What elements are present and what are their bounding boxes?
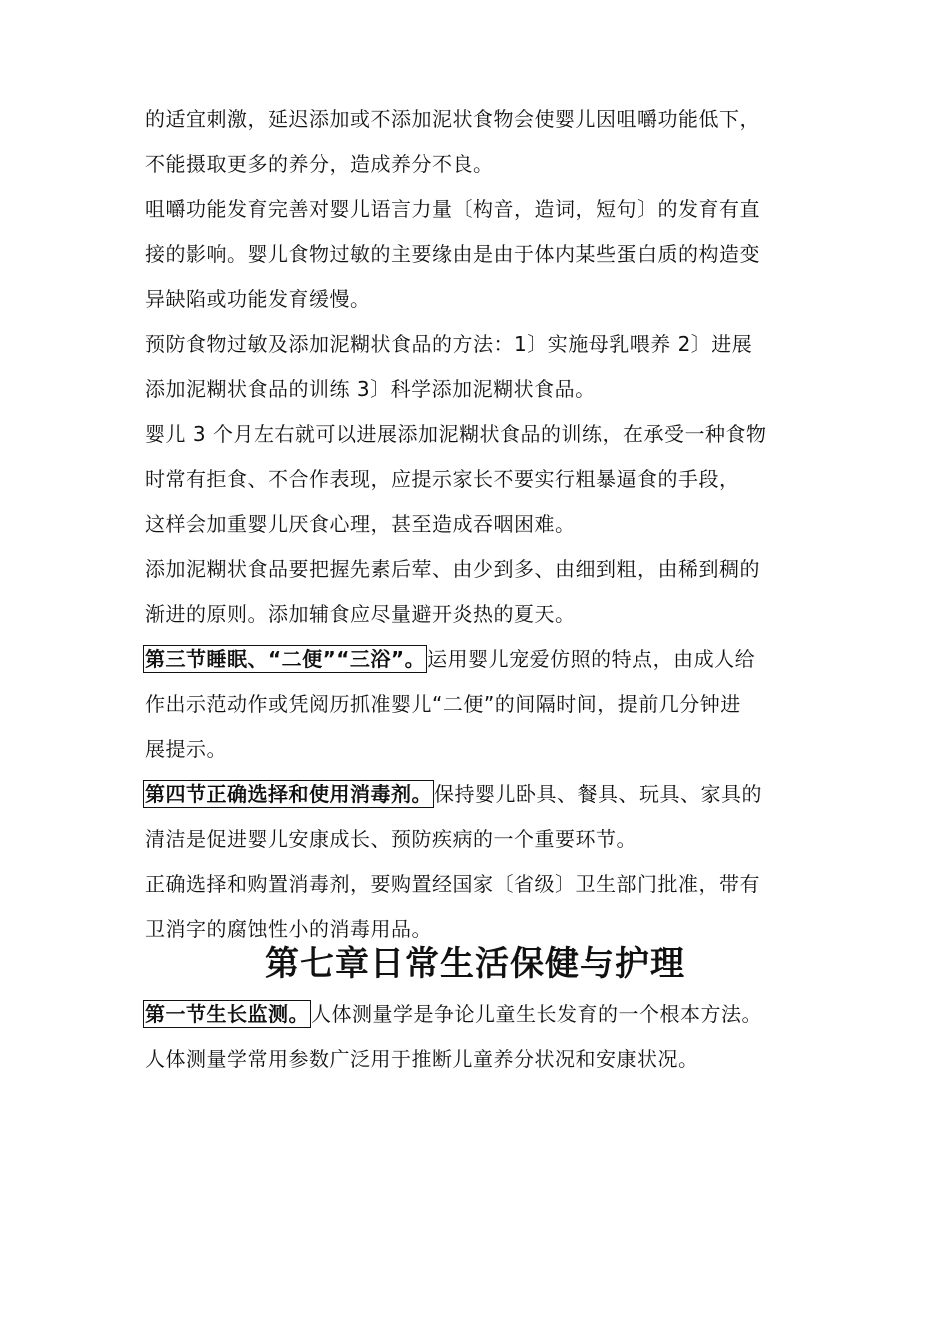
section-heading: 第四节正确选择和使用消毒剂。 <box>145 782 432 806</box>
text-line: 接的影响。婴儿食物过敏的主要缘由是由于体内某些蛋白质的构造变 <box>145 242 760 266</box>
text-line: 预防食物过敏及添加泥糊状食品的方法：1〕实施母乳喂养 2〕进展 <box>145 332 753 356</box>
text-line: 不能摄取更多的养分，造成养分不良。 <box>145 152 494 176</box>
text-line: 异缺陷或功能发育缓慢。 <box>145 287 371 311</box>
text-line: 人体测量学常用参数广泛用于推断儿童养分状况和安康状况。 <box>145 1047 699 1071</box>
text-line: 清洁是促进婴儿安康成长、预防疾病的一个重要环节。 <box>145 827 637 851</box>
text-line: 作出示范动作或凭阅历抓准婴儿“二便”的间隔时间，提前几分钟进 <box>145 692 741 716</box>
text-line-rest: 保持婴儿卧具、餐具、玩具、家具的 <box>434 782 762 806</box>
section-heading: 第一节生长监测。 <box>145 1002 309 1026</box>
section-heading: 第三节睡眠、“二便”“三浴”。 <box>145 647 426 671</box>
text-line <box>145 772 825 817</box>
chapter-title: 第七章日常生活保健与护理 <box>265 944 685 984</box>
text-line: 卫消字的腐蚀性小的消毒用品。 <box>145 917 432 941</box>
text-line: 渐进的原则。添加辅食应尽量避开炎热的夏天。 <box>145 602 576 626</box>
text-line: 添加泥糊状食品要把握先素后荤、由少到多、由细到粗，由稀到稠的 <box>145 557 760 581</box>
text-line: 咀嚼功能发育完善对婴儿语言力量〔构音，造词，短句〕的发育有直 <box>145 197 760 221</box>
text-line: 正确选择和购置消毒剂，要购置经国家〔省级〕卫生部门批准，带有 <box>145 872 760 896</box>
text-line <box>145 637 825 682</box>
text-line-rest: 人体测量学是争论儿童生长发育的一个根本方法。 <box>311 1002 762 1026</box>
text-line: 婴儿 3 个月左右就可以进展添加泥糊状食品的训练，在承受一种食物 <box>145 422 767 446</box>
text-line: 展提示。 <box>145 737 227 761</box>
text-line: 这样会加重婴儿厌食心理，甚至造成吞咽困难。 <box>145 512 576 536</box>
text-block-lower <box>145 992 825 1082</box>
text-line: 添加泥糊状食品的训练 3〕科学添加泥糊状食品。 <box>145 377 596 401</box>
text-line: 时常有拒食、不合作表现，应提示家长不要实行粗暴逼食的手段， <box>145 467 740 491</box>
text-line-rest: 运用婴儿宠爱仿照的特点，由成人给 <box>427 647 756 671</box>
text-line <box>145 992 825 1037</box>
text-line: 的适宜刺激，延迟添加或不添加泥状食物会使婴儿因咀嚼功能低下， <box>145 107 760 131</box>
text-block-upper <box>145 97 825 952</box>
